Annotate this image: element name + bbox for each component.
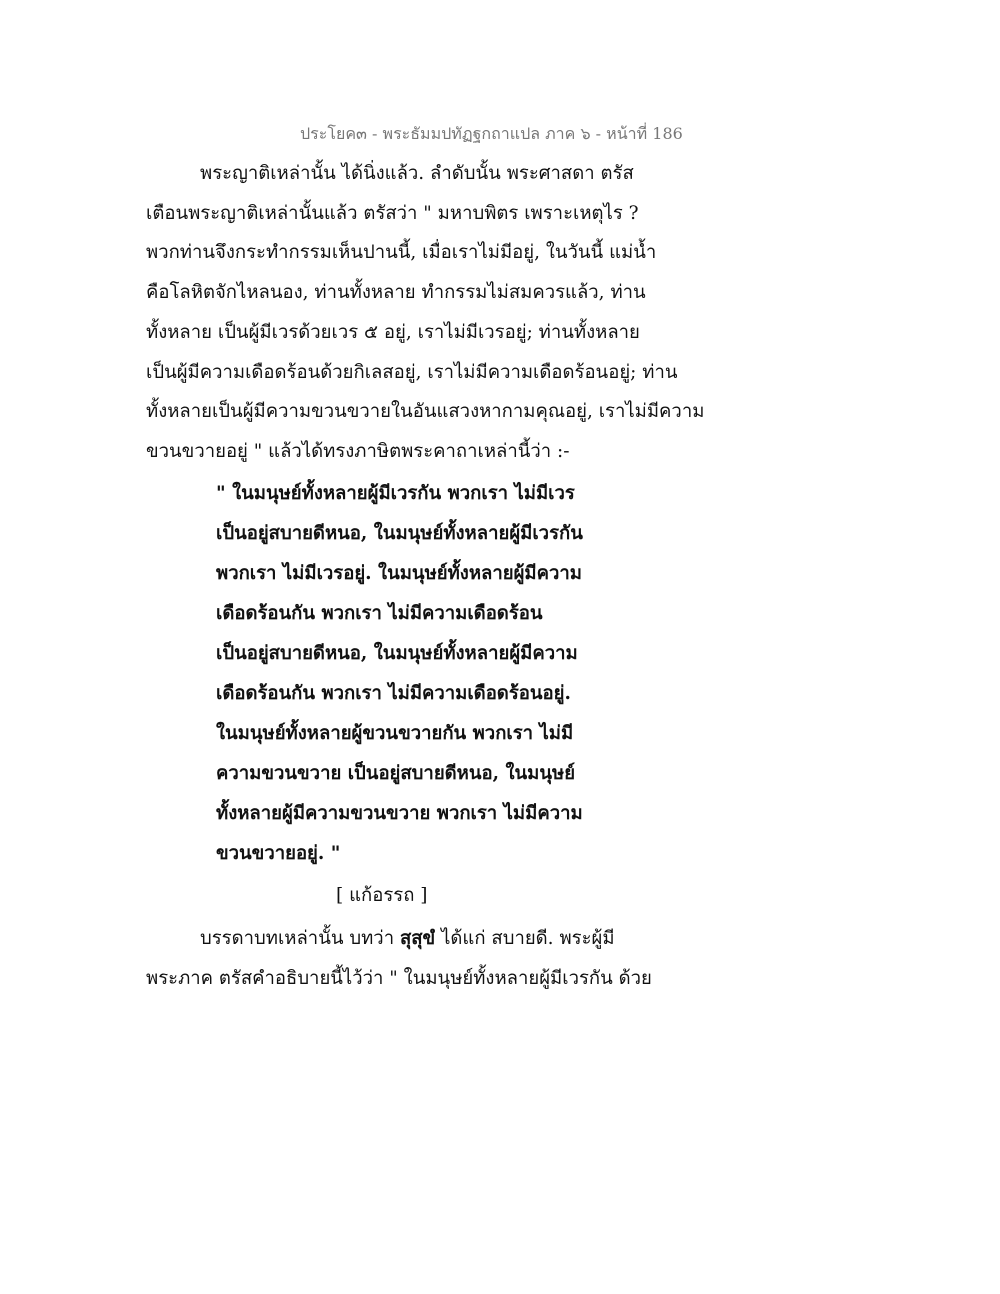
verse-line: เป็นอยู่สบายดีหนอ, ในมนุษย์ทั้งหลายผู้มีเวรกัน — [216, 523, 583, 544]
section-label: [ แก้อรรถ ] — [336, 885, 428, 906]
paragraph-line: เตือนพระญาติเหล่านั้นแล้ว ตรัสว่า " มหาบพิตร เพราะเหตุไร ? — [146, 203, 639, 224]
paragraph-text: บรรดาบทเหล่านั้น บทว่า — [200, 928, 400, 949]
verse-line: พวกเรา ไม่มีเวรอยู่. ในมนุษย์ทั้งหลายผู้มีความ — [216, 563, 582, 584]
running-header: ประโยค๓ - พระธัมมปทัฏฐกถาแปล ภาค ๖ - หน้าที่ 186 — [300, 124, 683, 143]
paragraph-line — [200, 925, 615, 953]
paragraph-line: ทั้งหลาย เป็นผู้มีเวรด้วยเวร ๕ อยู่, เราไม่มีเวรอยู่; ท่านทั้งหลาย — [146, 322, 640, 343]
paragraph-text: ได้แก่ สบายดี. พระผู้มี — [435, 928, 615, 949]
paragraph-line: เป็นผู้มีความเดือดร้อนด้วยกิเลสอยู่, เราไม่มีความเดือดร้อนอยู่; ท่าน — [146, 362, 678, 383]
paragraph-line: พระภาค ตรัสคำอธิบายนี้ไว้ว่า " ในมนุษย์ทั้งหลายผู้มีเวรกัน ด้วย — [146, 968, 652, 989]
paragraph-line: พระญาติเหล่านั้น ได้นิ่งแล้ว. ลำดับนั้น พระศาสดา ตรัส — [200, 163, 634, 184]
verse-line: ขวนขวายอยู่. " — [216, 843, 341, 864]
paragraph-line: พวกท่านจึงกระทำกรรมเห็นปานนี้, เมื่อเราไม่มีอยู่, ในวันนี้ แม่น้ำ — [146, 242, 657, 263]
paragraph-line: ขวนขวายอยู่ " แล้วได้ทรงภาษิตพระคาถาเหล่านี้ว่า :- — [146, 441, 570, 462]
paragraph-line: ทั้งหลายเป็นผู้มีความขวนขวายในอันแสวงหากามคุณอยู่, เราไม่มีความ — [146, 401, 705, 422]
verse-line: เดือดร้อนกัน พวกเรา ไม่มีความเดือดร้อน — [216, 603, 543, 624]
verse-line: " ในมนุษย์ทั้งหลายผู้มีเวรกัน พวกเรา ไม่มีเวร — [216, 483, 575, 504]
verse-line: เดือดร้อนกัน พวกเรา ไม่มีความเดือดร้อนอยู่. — [216, 683, 571, 704]
paragraph-line: คือโลหิตจักไหลนอง, ท่านทั้งหลาย ทำกรรมไม่สมควรแล้ว, ท่าน — [146, 282, 646, 303]
verse-line: เป็นอยู่สบายดีหนอ, ในมนุษย์ทั้งหลายผู้มีความ — [216, 643, 578, 664]
defined-term: สุสุขํ — [399, 928, 436, 949]
verse-line: ในมนุษย์ทั้งหลายผู้ขวนขวายกัน พวกเรา ไม่มี — [216, 723, 574, 744]
verse-line: ทั้งหลายผู้มีความขวนขวาย พวกเรา ไม่มีความ — [216, 803, 583, 824]
verse-line: ความขวนขวาย เป็นอยู่สบายดีหนอ, ในมนุษย์ — [216, 763, 576, 784]
